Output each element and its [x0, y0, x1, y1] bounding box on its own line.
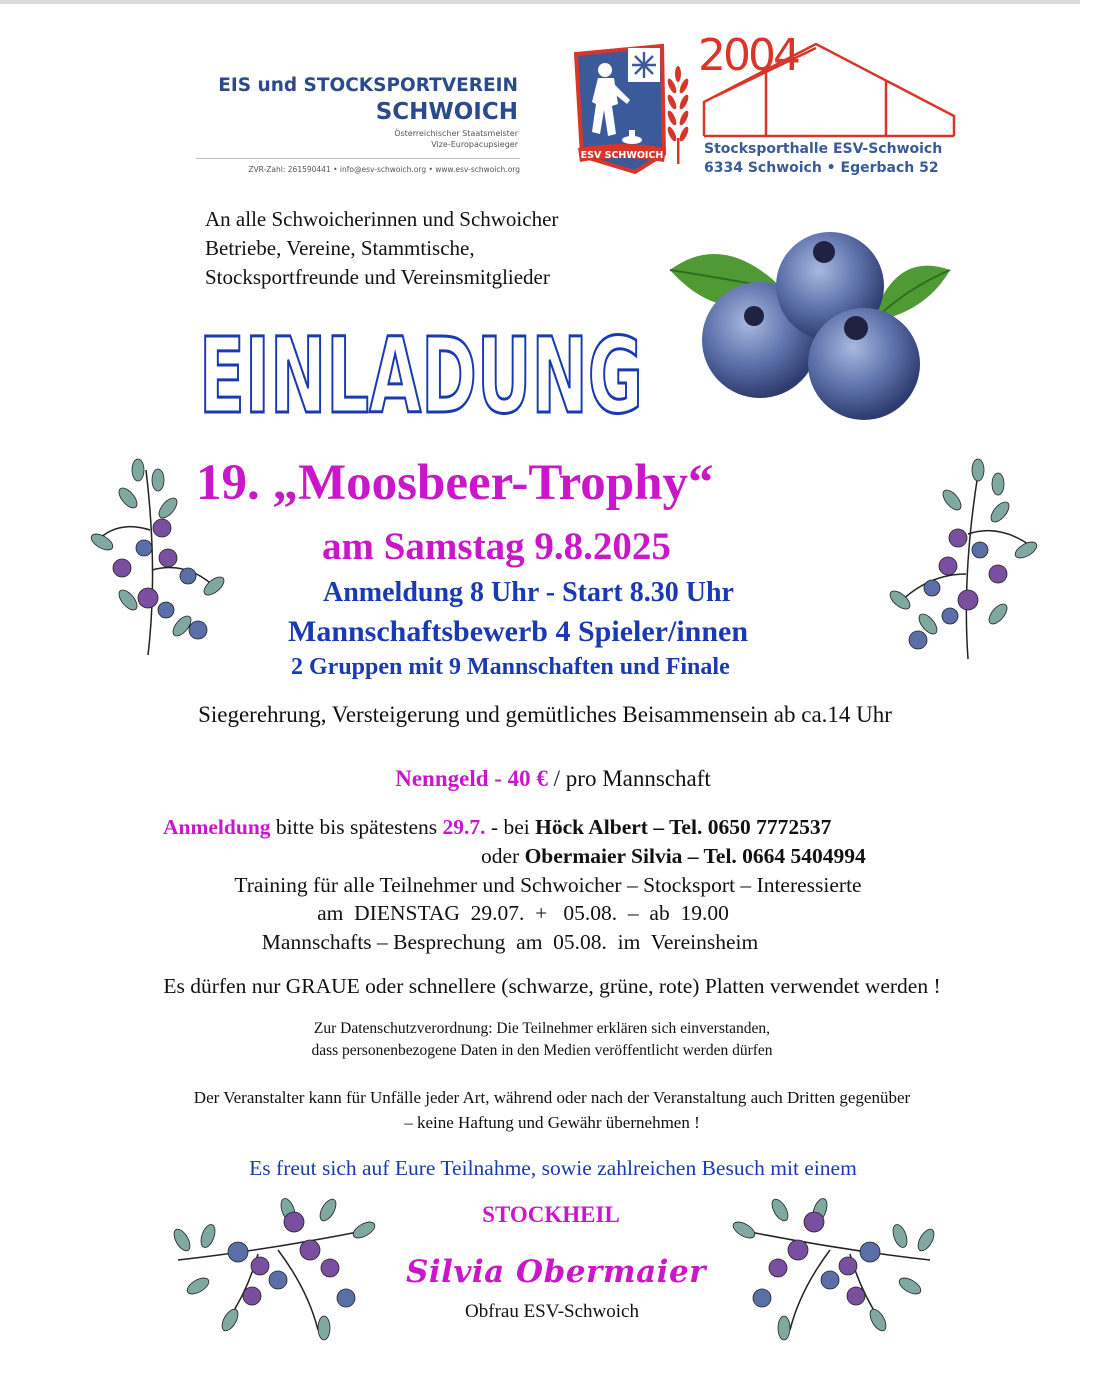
signer-role: Obfrau ESV-Schwoich	[465, 1301, 639, 1322]
club-divider	[196, 158, 520, 159]
liability-notice	[0, 1085, 1104, 1135]
club-title-champion: Österreichischer Staatsmeister	[394, 129, 518, 138]
liability-line2: – keine Haftung und Gewähr übernehmen !	[404, 1113, 700, 1132]
signup-line2	[481, 844, 866, 869]
signup-contact1: Höck Albert – Tel. 0650 7772537	[535, 815, 832, 839]
hall-logo	[696, 32, 958, 142]
blueberries-image	[664, 230, 954, 428]
privacy-line1: Zur Datenschutzverordnung: Die Teilnehmer erklären sich einverstanden,	[313, 1020, 771, 1037]
club-title-europacup: Vize-Europacupsieger	[431, 140, 518, 149]
fee-suffix: / pro Mannschaft	[547, 766, 711, 791]
signup-text2: - bei	[485, 815, 536, 839]
closing-text: Es freut sich auf Eure Teilnahme, sowie zahlreichen Besuch mit einem	[249, 1156, 857, 1180]
hall-name: Stocksporthalle ESV-Schwoich	[704, 141, 943, 157]
privacy-notice	[0, 1018, 1084, 1062]
club-badge-logo	[572, 44, 698, 176]
badge-label: ESV SCHWOICH	[580, 150, 664, 161]
club-name-line1: EIS und STOCKSPORTVEREIN	[218, 75, 518, 96]
liability-line1: Der Veranstalter kann für Unfälle jeder Art, während oder nach der Veranstaltung auch Dritten gegenüber	[193, 1088, 911, 1107]
recipient-line1: An alle Schwoicherinnen und Schwoicher	[205, 207, 559, 231]
invitation-title	[196, 315, 646, 437]
signup-text1: bitte bis spätestens	[270, 815, 443, 839]
event-format: Mannschaftsbewerb 4 Spieler/innen	[288, 615, 749, 648]
event-date: am Samstag 9.8.2025	[322, 525, 671, 568]
signup-deadline: 29.7.	[442, 815, 486, 839]
signup-contact2: Obermaier Silvia – Tel. 0664 5404994	[524, 844, 866, 868]
signature: Silvia Obermaier	[405, 1254, 707, 1290]
closing-greeting: STOCKHEIL	[482, 1202, 620, 1227]
einladung-text: EINLADUNG	[199, 315, 643, 437]
hall-year: 2004	[698, 30, 798, 81]
top-border	[0, 0, 1080, 4]
recipient-block	[205, 205, 558, 292]
signup-or: oder	[481, 844, 525, 868]
training-line3: Mannschafts – Besprechung am 05.08. im Vereinsheim	[261, 930, 759, 954]
hall-address	[704, 140, 942, 178]
fee-label: Nenngeld - 40 €	[395, 766, 548, 791]
training-line1: Training für alle Teilnehmer und Schwoicher – Stocksport – Interessierte	[234, 873, 862, 897]
training-line2: am DIENSTAG 29.07. + 05.08. – ab 19.00	[317, 901, 729, 925]
recipient-line3: Stocksportfreunde und Vereinsmitglieder	[205, 265, 550, 289]
signup-label: Anmeldung	[163, 815, 271, 839]
berry-branch-bottom-right-icon	[730, 1190, 940, 1340]
event-name: 19. „Moosbeer-Trophy“	[196, 455, 714, 511]
club-titles	[196, 128, 518, 150]
entry-fee	[0, 766, 1106, 792]
recipient-line2: Betriebe, Vereine, Stammtische,	[205, 236, 475, 260]
event-times: Anmeldung 8 Uhr - Start 8.30 Uhr	[323, 577, 734, 608]
club-contact: ZVR-Zahl: 261590441 • info@esv-schwoich.org • www.esv-schwoich.org	[248, 165, 520, 174]
ceremony-info: Siegerehrung, Versteigerung und gemütliches Beisammensein ab ca.14 Uhr	[198, 702, 892, 727]
event-groups: 2 Gruppen mit 9 Mannschaften und Finale	[291, 654, 730, 680]
plates-rule: Es dürfen nur GRAUE oder schnellere (schwarze, grüne, rote) Platten verwendet werden !	[163, 974, 941, 998]
berry-branch-right-icon	[888, 454, 1038, 664]
berry-branch-bottom-left-icon	[168, 1190, 378, 1340]
privacy-line2: dass personenbezogene Daten in den Medien veröffentlicht werden dürfen	[311, 1042, 773, 1059]
club-name-line2: SCHWOICH	[375, 99, 518, 125]
hall-street: 6334 Schwoich • Egerbach 52	[704, 160, 939, 176]
signup-line1	[163, 815, 831, 840]
